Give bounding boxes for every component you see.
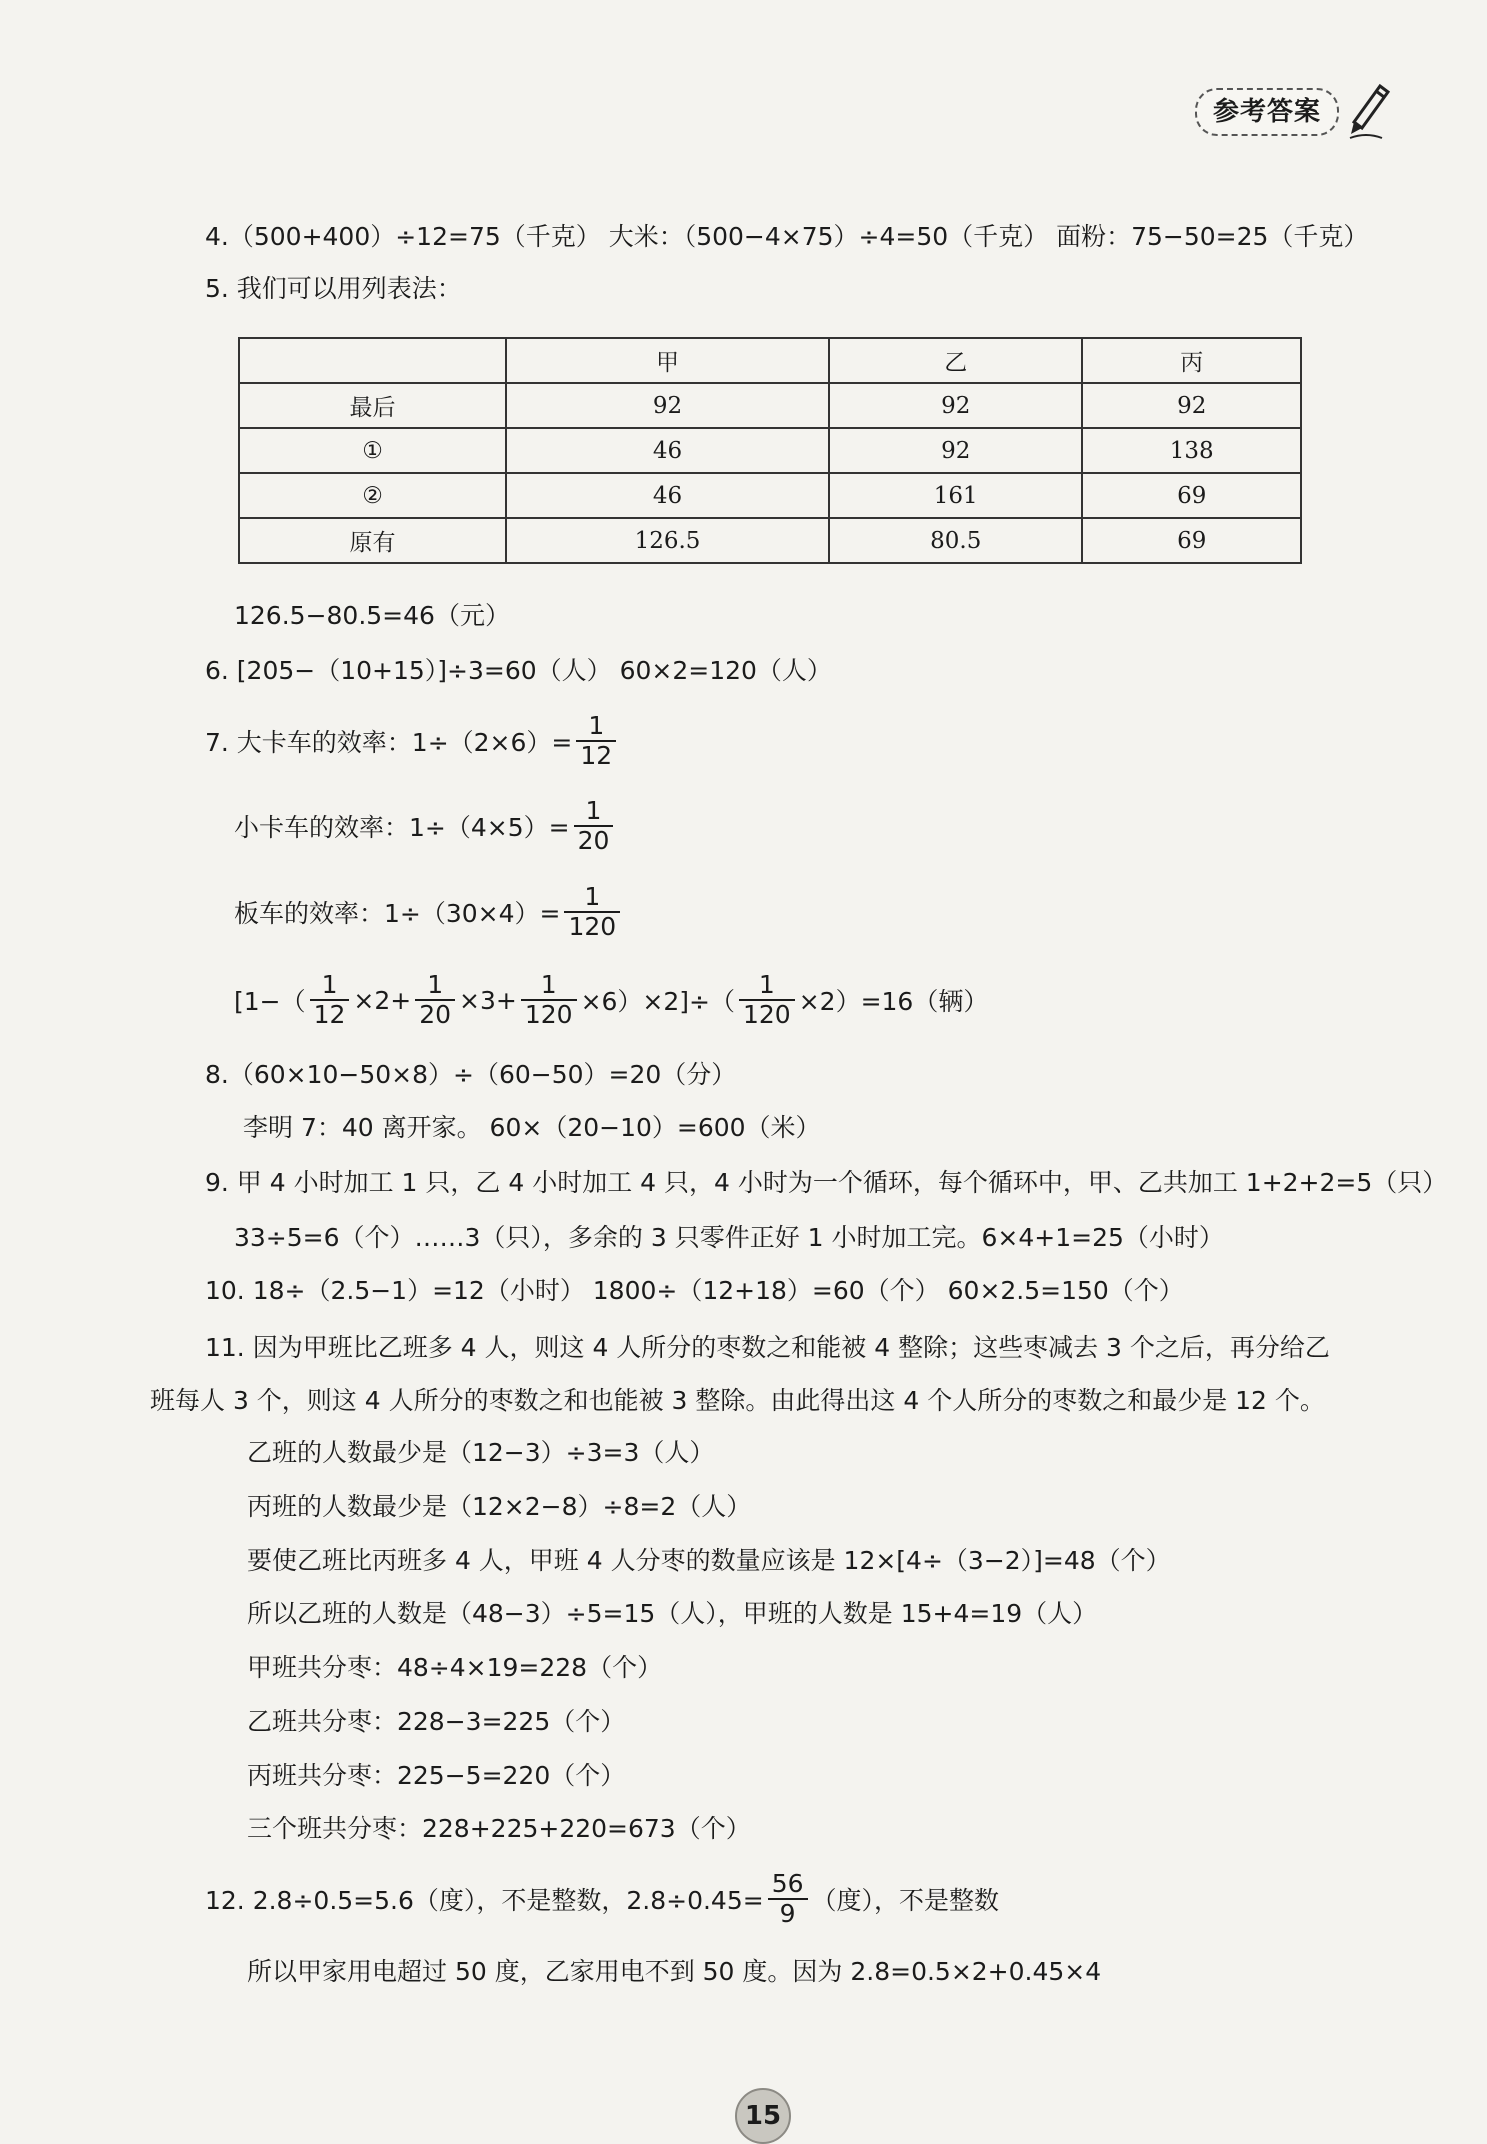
formula-text: 板车的效率：1÷（30×4）=	[234, 899, 561, 928]
fraction-denominator: 20	[419, 1000, 452, 1029]
table-cell: 最后	[239, 383, 506, 428]
fraction-numerator: 1	[739, 971, 795, 1001]
question-9-line1: 9. 甲 4 小时加工 1 只，乙 4 小时加工 4 只，4 小时为一个循环，每个循环中，甲、乙共加工 1+2+2=5（只）	[205, 1168, 1448, 1197]
question-7-big-truck	[205, 712, 620, 770]
table-cell: ②	[239, 473, 506, 518]
fraction	[576, 712, 616, 770]
fraction-denominator: 9	[779, 1899, 796, 1928]
table-row	[239, 383, 1301, 428]
table-cell: 126.5	[506, 518, 829, 563]
question-7-cart	[234, 883, 624, 941]
page-number: 15	[735, 2088, 791, 2144]
fraction	[739, 971, 795, 1029]
fraction-numerator: 1	[576, 712, 616, 742]
formula-text: 7. 大卡车的效率：1÷（2×6）=	[205, 728, 573, 757]
question-11-line10: 三个班共分枣：228+225+220=673（个）	[247, 1814, 751, 1843]
formula-text: ×6）×2]÷（	[580, 987, 735, 1016]
table-cell: 69	[1082, 473, 1301, 518]
question-11-line7: 甲班共分枣：48÷4×19=228（个）	[247, 1653, 663, 1682]
question-11-line2: 班每人 3 个，则这 4 人所分的枣数之和也能被 3 整除。由此得出这 4 个人所分的枣数之和最少是 12 个。	[150, 1386, 1325, 1415]
question-11-line4: 丙班的人数最少是（12×2−8）÷8=2（人）	[247, 1492, 752, 1521]
question-7-final	[234, 971, 988, 1029]
table-row	[239, 473, 1301, 518]
table-cell: 丙	[1082, 338, 1301, 383]
question-11-line8: 乙班共分枣：228−3=225（个）	[247, 1707, 626, 1736]
fraction	[564, 883, 620, 941]
question-9-line2: 33÷5=6（个）……3（只），多余的 3 只零件正好 1 小时加工完。6×4+1=25（小时）	[234, 1223, 1224, 1252]
question-12-line2: 所以甲家用电超过 50 度，乙家用电不到 50 度。因为 2.8=0.5×2+0.45×4	[247, 1957, 1102, 1986]
table-header-row	[239, 338, 1301, 383]
fraction-denominator: 12	[580, 741, 613, 770]
question-7-small-truck	[234, 797, 617, 855]
table-cell: 92	[829, 383, 1082, 428]
formula-text: ×2）=16（辆）	[798, 987, 989, 1016]
fraction-denominator: 120	[524, 1000, 573, 1029]
table-row	[239, 518, 1301, 563]
question-11-line1: 11. 因为甲班比乙班多 4 人，则这 4 人所分的枣数之和能被 4 整除；这些枣减去 3 个之后，再分给乙	[205, 1333, 1330, 1362]
fraction-numerator: 1	[310, 971, 350, 1001]
fraction-denominator: 120	[568, 912, 617, 941]
question-8-line2: 李明 7：40 离开家。 60×（20−10）=600（米）	[243, 1113, 821, 1142]
table-cell: 161	[829, 473, 1082, 518]
formula-text: （度），不是整数	[811, 1886, 1000, 1915]
formula-text: 小卡车的效率：1÷（4×5）=	[234, 813, 570, 842]
fraction	[521, 971, 577, 1029]
answer-table	[238, 337, 1302, 564]
question-12-line1	[205, 1870, 999, 1928]
fraction-denominator: 20	[577, 826, 610, 855]
question-10: 10. 18÷（2.5−1）=12（小时） 1800÷（12+18）=60（个） 60×2.5=150（个）	[205, 1276, 1184, 1305]
answer-key-badge: 参考答案	[1195, 88, 1339, 136]
fraction	[415, 971, 455, 1029]
fraction-numerator: 1	[564, 883, 620, 913]
formula-text: 12. 2.8÷0.5=5.6（度），不是整数，2.8÷0.45=	[205, 1886, 764, 1915]
table-cell: 46	[506, 428, 829, 473]
fraction-numerator: 1	[521, 971, 577, 1001]
question-4: 4.（500+400）÷12=75（千克） 大米：（500−4×75）÷4=50（千克） 面粉：75−50=25（千克）	[205, 222, 1369, 251]
table-cell: 92	[506, 383, 829, 428]
table-cell	[239, 338, 506, 383]
question-5-result: 126.5−80.5=46（元）	[234, 601, 510, 630]
formula-text: [1−（	[234, 987, 306, 1016]
table-cell: 80.5	[829, 518, 1082, 563]
pencil-icon	[1346, 82, 1392, 142]
fraction	[574, 797, 614, 855]
table-cell: 92	[829, 428, 1082, 473]
table-cell: ①	[239, 428, 506, 473]
formula-text: ×3+	[459, 985, 517, 1015]
formula-text: ×2+	[353, 985, 412, 1015]
fraction-denominator: 120	[743, 1000, 791, 1029]
table-cell: 46	[506, 473, 829, 518]
question-11-line9: 丙班共分枣：225−5=220（个）	[247, 1761, 626, 1790]
table-row	[239, 428, 1301, 473]
question-6: 6. [205−（10+15）]÷3=60（人） 60×2=120（人）	[205, 656, 832, 685]
question-11-line5: 要使乙班比丙班多 4 人，甲班 4 人分枣的数量应该是 12×[4÷（3−2）]=48（个）	[247, 1546, 1171, 1575]
fraction-numerator: 1	[415, 971, 455, 1001]
table-cell: 138	[1082, 428, 1301, 473]
table-cell: 原有	[239, 518, 506, 563]
table-cell: 甲	[506, 338, 829, 383]
question-5-intro: 5. 我们可以用列表法：	[205, 274, 462, 303]
fraction-denominator: 12	[313, 1000, 346, 1029]
table-cell: 69	[1082, 518, 1301, 563]
fraction-numerator: 56	[768, 1870, 808, 1900]
question-8-line1: 8.（60×10−50×8）÷（60−50）=20（分）	[205, 1060, 737, 1089]
fraction-numerator: 1	[574, 797, 614, 827]
fraction	[768, 1870, 808, 1928]
table-cell: 92	[1082, 383, 1301, 428]
fraction	[310, 971, 350, 1029]
question-11-line3: 乙班的人数最少是（12−3）÷3=3（人）	[247, 1438, 715, 1467]
question-11-line6: 所以乙班的人数是（48−3）÷5=15（人），甲班的人数是 15+4=19（人）	[247, 1599, 1098, 1628]
table-cell: 乙	[829, 338, 1082, 383]
